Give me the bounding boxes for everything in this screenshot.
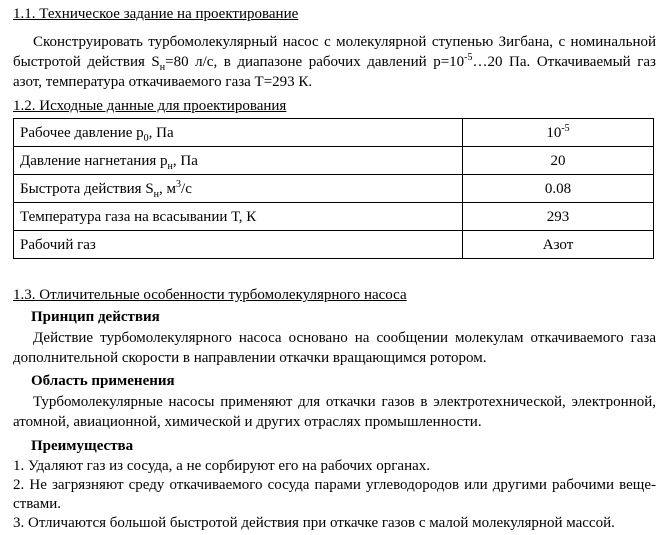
application-paragraph: Турбомолекулярные насосы применяют для откачки газов в электротехнической, электронной, атомной, авиационной, химической и других отраслях промышленности. xyxy=(13,394,656,430)
list-item: 3. Отличаются большой быстротой действия при откачке газов с малой молекулярной массой. xyxy=(13,515,615,531)
list-item: 2. Не загрязняют среду откачиваемого сосуда парами углеводородов или другими рабочими веще-ствами. xyxy=(13,477,656,512)
table-row xyxy=(14,175,654,203)
section-1-3-heading: 1.3. Отличительные особенности турбомолекулярного насоса xyxy=(13,287,407,303)
application-title: Область применения xyxy=(31,373,175,389)
paragraph-text: …20 Па. Откачиваемый газ азот, температура откачиваемого газа Т=293 К. xyxy=(13,54,656,90)
section-1-2-heading: 1.2. Исходные данные для проектирования xyxy=(13,98,287,114)
table-cell-value: 0.08 xyxy=(463,175,654,203)
table-row xyxy=(14,119,654,147)
table-row xyxy=(14,147,654,175)
section-1-1-paragraph xyxy=(13,32,656,92)
section-1-1-heading: 1.1. Техническое задание на проектирование xyxy=(13,6,299,22)
list-item: 1. Удаляют газ из сосуда, а не сорбируют его на рабочих органах. xyxy=(13,458,431,474)
superscript: -5 xyxy=(464,52,473,63)
table-cell-label: Температура газа на всасывании Т, К xyxy=(14,203,463,231)
table-cell-value: 20 xyxy=(463,147,654,175)
table-cell-value: Азот xyxy=(463,231,654,259)
advantages-title: Преимущества xyxy=(31,438,134,454)
table-cell-label: Рабочий газ xyxy=(14,231,463,259)
paragraph-text: Сконструировать турбомолекулярный насос с молекулярной ступенью Зигбана, с номинальной быстротой действия S xyxy=(13,34,656,70)
subscript: н xyxy=(159,62,166,73)
principle-title: Принцип действия xyxy=(31,309,160,325)
principle-paragraph: Действие турбомолекулярного насоса основано на сообщении молекулам откачиваемого газа дополнительной скорости в направлении откачки вращающимся ротором. xyxy=(13,330,656,366)
table-row xyxy=(14,231,654,259)
input-data-table xyxy=(13,118,654,259)
table-cell-label: Рабочее давление $р_0$, Па xyxy=(14,119,463,147)
table-cell-value: 293 xyxy=(463,203,654,231)
table-cell-label: Быстрота действия $S_н$, $м^3/с$ xyxy=(14,175,463,203)
table-cell-value: $10^{-5}$ xyxy=(463,119,654,147)
paragraph-text: =80 л/с, в диапазоне рабочих давлений р=10 xyxy=(165,54,465,70)
table-cell-label: Давление нагнетания $р_н$, Па xyxy=(14,147,463,175)
table-row xyxy=(14,203,654,231)
advantages-list xyxy=(13,457,656,533)
